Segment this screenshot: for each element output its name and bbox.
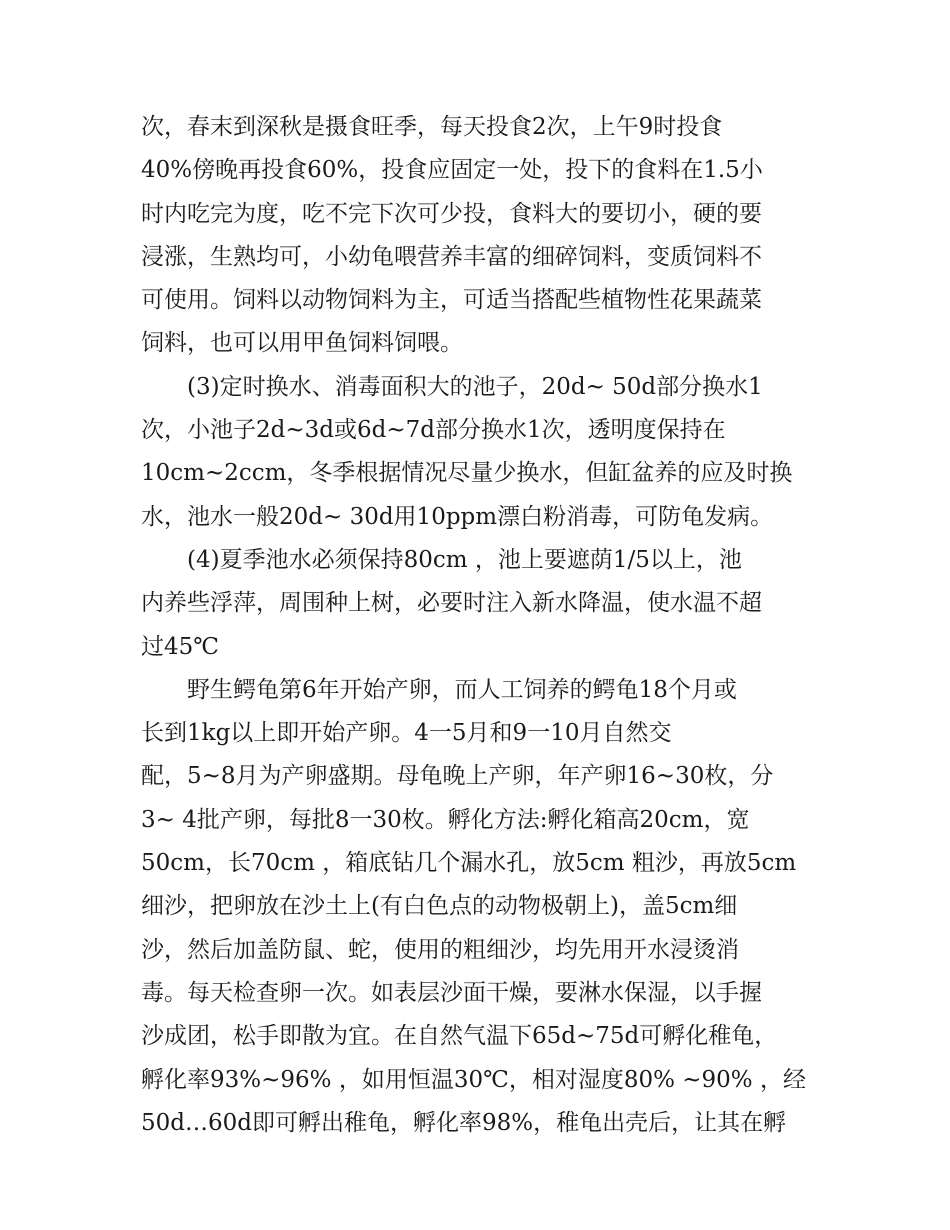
text-line: 内养些浮萍，周围种上树，必要时注入新水降温，使水温不超 xyxy=(141,590,762,617)
text-line: (4)夏季池水必须保持80cm ，池上要遮荫1/5以上，池 xyxy=(187,546,742,573)
text-line: 过45℃ xyxy=(141,633,219,660)
text-line: 沙成团，松手即散为宜。在自然气温下65d~75d可孵化稚龟， xyxy=(141,1023,778,1050)
text-line: 40%傍晚再投食60%，投食应固定一处，投下的食料在1.5小 xyxy=(141,157,763,184)
text-line: 可使用。饲料以动物饲料为主，可适当搭配些植物性花果蔬菜 xyxy=(141,287,762,314)
text-line: 沙，然后加盖防鼠、蛇，使用的粗细沙，均先用开水浸烫消 xyxy=(141,936,739,963)
text-line: 毒。每天检查卵一次。如表层沙面干燥，要淋水保湿，以手握 xyxy=(141,979,762,1006)
text-line: 水，池水一般20d~ 30d用10ppm漂白粉消毒，可防龟发病。 xyxy=(141,503,774,530)
text-line: (3)定时换水、消毒面积大的池子，20d~ 50d部分换水1 xyxy=(187,373,763,400)
body-text xyxy=(141,106,821,1145)
text-line: 野生鳄龟第6年开始产卵，而人工饲养的鳄龟18个月或 xyxy=(187,676,737,703)
text-line: 时内吃完为度，吃不完下次可少投，食料大的要切小，硬的要 xyxy=(141,200,762,227)
text-line: 50cm，长70cm ，箱底钻几个漏水孔，放5cm 粗沙，再放5cm xyxy=(141,850,797,877)
text-line: 3~ 4批产卵，每批8一30枚。孵化方法:孵化箱高20cm，宽 xyxy=(141,806,750,833)
text-line: 饲料，也可以用甲鱼饲料饲喂。 xyxy=(141,330,463,357)
text-line: 长到1kg以上即开始产卵。4一5月和9一10月自然交 xyxy=(141,720,672,747)
text-line: 50d…60d即可孵出稚龟，孵化率98%，稚龟出壳后，让其在孵 xyxy=(141,1109,787,1136)
text-line: 10cm~2ccm，冬季根据情况尽量少换水，但缸盆养的应及时换 xyxy=(141,460,793,487)
text-line: 次，春末到深秋是摄食旺季，每天投食2次，上午9时投食 xyxy=(141,114,723,140)
text-line: 孵化率93%~96% ，如用恒温30℃，相对湿度80% ~90% ，经 xyxy=(141,1066,806,1093)
text-line: 浸涨，生熟均可，小幼龟喂营养丰富的细碎饲料，变质饲料不 xyxy=(141,243,762,270)
text-line: 细沙，把卵放在沙土上(有白色点的动物极朝上)，盖5cm细 xyxy=(141,893,738,920)
text-line: 次，小池子2d~3d或6d~7d部分换水1次，透明度保持在 xyxy=(141,417,726,444)
text-line: 配，5~8月为产卵盛期。母龟晚上产卵，年产卵16~30枚，分 xyxy=(141,763,774,790)
